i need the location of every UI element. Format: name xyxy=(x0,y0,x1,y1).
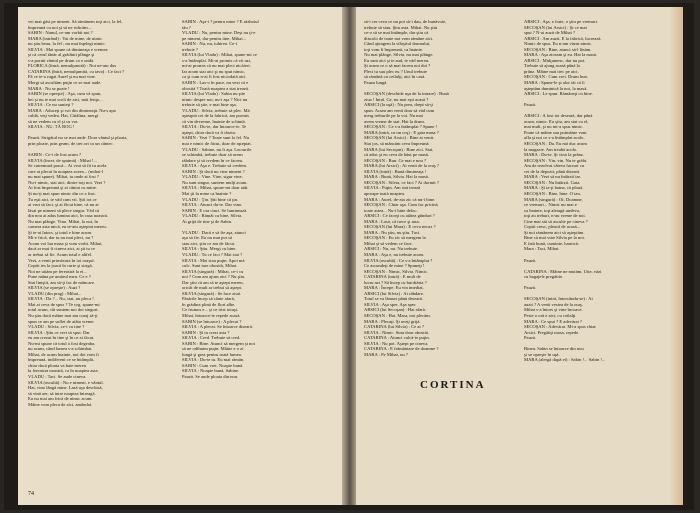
text-line: SILVIA (singură) : Se face ziuă. xyxy=(182,290,242,296)
text-line: SECOŞAN : Vin, vin. Nu te grăbi. xyxy=(524,157,588,163)
text-line: stau aici, ştiu ce am de făcut. xyxy=(182,240,236,246)
text-line: răbdare şi să credem în ce facem. xyxy=(182,157,244,163)
text-line: Pauză. Se aude ploaia din nou. xyxy=(182,374,239,379)
text-line: să-i cer ceva ce nu pot să-i dau, de bunăvoie, xyxy=(364,19,447,24)
text-line: Noi ne uităm pe fereastră la ei... xyxy=(28,268,87,274)
text-line: Copiii cresc, pleacă de acasă... xyxy=(524,224,581,230)
text-line: aşteaptă cei de la fabrică, am promis xyxy=(182,113,249,119)
text-line: ARSICI : Mulţumesc, dar nu pot. xyxy=(524,57,586,63)
text-line: SECOŞAN (deschide uşa de la intrare) : Bună xyxy=(364,91,449,97)
text-line: VLADU : Vine. Vine, sigur vine. xyxy=(182,174,243,180)
text-line: din nou ai adus lumina aici, în casa noastră. xyxy=(28,213,109,219)
text-line: Şi nu-ţi mai spun nimic din ce a fost. xyxy=(28,190,96,196)
text-line: SILVIA : Da ?... Nu, stai, nu pleca ! xyxy=(28,296,94,302)
text-line: prin ploaie, prin geam, de trei ori ca un cântec. xyxy=(28,141,114,147)
text-line: VLADU : Rămâi cu bine, Silvia. xyxy=(182,213,243,219)
text-line: nu mai spune). Mihai, tu unde ai fost ? xyxy=(28,174,99,180)
text-line: VLADU : Dacă e să fie aşa, atunci xyxy=(182,229,246,235)
text-line: SILVIA : Aşa e. Trebuie să credem. xyxy=(182,163,248,169)
text-line: trebuie să stau. Ştiu asta. Mihai. Nu ştiu xyxy=(364,24,438,30)
text-line: Pauză. xyxy=(524,285,537,291)
text-line: Stai liniştit, am să-ţi fac de mâncare. xyxy=(28,279,96,285)
text-line: care ai plecat în noaptea aceea... (mihai-l xyxy=(28,168,104,174)
text-line: aşa să fie. Eu nu mai pot să xyxy=(182,235,233,241)
text-line: ARSICI : Nu, nu. Nu trebuie. xyxy=(364,246,419,252)
text-line: cei de la depozit, până diseară. xyxy=(524,168,581,174)
text-line: SECOŞAN : Bun. Ce mai e nou ? xyxy=(364,157,427,163)
text-line: Mihai, întoarce-te repede acasă. xyxy=(182,312,241,318)
text-line: Nu ştiu dacă mâine mai am curaj să-ţi xyxy=(28,312,98,318)
text-line: MARA (intră, cu un coş) : E gata masa ? xyxy=(364,129,439,135)
text-line: Eu sunt aici şi te aud, te văd mereu. xyxy=(364,57,430,63)
text-line: ce-o să se mai întâmple, dar ştiu că xyxy=(364,30,429,36)
text-line: chiar dacă ploaia va bate mereu xyxy=(28,362,87,368)
text-line: Copiii ies la joacă în curte şi strigă. xyxy=(28,263,93,269)
text-line: SECOŞAN : Nu întârzii. Gata. xyxy=(524,179,581,185)
text-line: SABIN (se opreşte) : Aşa, cum vă spun, xyxy=(28,91,102,97)
text-line: dincolo de toate noi vom rămâne aici. xyxy=(364,35,434,41)
text-line: SILVIA : Ştiu. Mergi cu bine. xyxy=(182,246,237,252)
text-line: Nu mai plânge. Vino. Mihai, la noi, în xyxy=(28,218,98,224)
text-line: MARA : Şi ia-ţi haina, că plouă. xyxy=(524,185,584,191)
text-line: să rămână cu ceilalţi, aici în casă. xyxy=(364,74,426,80)
text-line: noi ? Cum am ajuns aici ? Nu ştiu. xyxy=(182,274,246,280)
text-line: VLADU (din prag) : Mihai... xyxy=(28,290,82,296)
text-line: SABIN : Ce-i de fost acum ? xyxy=(28,152,82,158)
text-line: cu bagajele pregătite. xyxy=(524,274,564,280)
text-line: ARSICI : Ce faceţi cu atâtea gânduri ? xyxy=(364,213,435,219)
text-line: afla şi noi ce s-a întâmplat acolo. xyxy=(524,135,585,141)
right-column-2 xyxy=(524,19,672,363)
text-line: MARA : Plecaţi. Şi aveţi grijă. xyxy=(364,318,421,324)
text-line: SECOŞAN (lui Arsici) : Şi ce mai xyxy=(524,24,587,30)
text-line: Poate că mâine sau poimâine vom xyxy=(524,129,587,135)
text-line: SECOŞAN : Ce s-a întâmplat ? Spune ! xyxy=(364,124,438,130)
text-line: avem vreme de stat. Hai la drum. xyxy=(364,118,425,124)
text-line: CATARINA : E frământare de doamne ? xyxy=(364,346,439,352)
cortina-heading: CORTINA xyxy=(420,379,486,391)
text-line: ce vremuri... Nimic nu mai e xyxy=(524,202,577,208)
text-line: Cine mai stă să asculte pe cineva ? xyxy=(524,218,588,224)
text-line: ARSICI : A fost tot deseară, dar până xyxy=(524,113,593,119)
text-line: Am de rezolvat câteva lucruri cu xyxy=(524,163,585,169)
page-edge-stain xyxy=(669,7,683,505)
text-line: SILVIA : Cred. Trebuie să cred. xyxy=(182,335,241,341)
text-line: Când ajungem la sfârşitul drumului, xyxy=(364,41,431,47)
text-line: SILVIA : Atunci du-te. Dar vino. xyxy=(182,202,243,208)
text-line: Pauză. xyxy=(524,335,537,341)
text-line: Eu nu mai am frică de nimic acum. xyxy=(28,396,93,402)
text-line: MARA : Vezi să nu întârzii iar. xyxy=(524,174,581,180)
text-line: SECOŞAN : Eu zic să mergem la xyxy=(364,235,426,241)
text-line: MARA (lui Arsici) : Ai venit de la oraş ? xyxy=(364,163,439,169)
text-line: Trebuie să ajung acasă până la xyxy=(524,63,580,69)
text-line: să ne vedem cu el şi cu voi. xyxy=(28,118,79,124)
text-line: VLADU : Silvia, trebuie să plec. Mă xyxy=(182,107,250,113)
text-line: aşteptăm duminică la noi, la masă. xyxy=(524,85,588,91)
text-line: împreună cu noi şi să ne ridicăm... xyxy=(28,24,92,30)
text-line: ziua ! Intră. Ce, nu mai eşti acasă ? xyxy=(364,96,429,102)
text-line: E fată bună, cuminte, harnică. xyxy=(524,240,579,246)
text-line: VLADU : Sabine, nu fi aşa. Lucrurile xyxy=(182,146,252,152)
text-line: Păsările încep să cânte afară, xyxy=(182,296,235,302)
text-line: toate astea... Nu-i bine deloc. xyxy=(364,207,418,213)
text-line: SILVIA (intră) : Bună dimineaţa ! xyxy=(364,168,427,174)
text-line: lucru azi ? Să încep cu bucătăria ? xyxy=(364,279,427,285)
text-line: Iar acum stai aici şi nu spui nimic, xyxy=(182,68,246,74)
text-line: eu am crezut în tine şi în ce ai făcut. xyxy=(28,335,95,341)
text-line: Pune mâna pe umărul meu. Ce e ? xyxy=(28,274,91,280)
text-line: SABIN : Nu, nu, iubirea. Ce-i xyxy=(182,41,238,47)
text-line: SECOŞAN : Silvia, ce faci ? Ai dormit ? xyxy=(364,179,439,185)
text-line: SILVIA : Ştiu ce vrei să spui. Dar xyxy=(28,329,90,335)
text-line: Tu eşti aici, te văd cum vii. Ştii tot ce xyxy=(28,196,97,202)
text-line: Bine că mai vine Silvia pe la noi. xyxy=(524,235,585,241)
text-line: SECOŞAN (lui Mara) : E ceva necaz ? xyxy=(364,224,436,230)
text-line: nimic despre noi, nu-i aşa ? Nici nu xyxy=(182,96,248,102)
text-line: ARSICI (lui Secoşan) : Hai afară. xyxy=(364,307,426,313)
text-line: toţi au treburi, n-au vreme de noi. xyxy=(524,213,586,219)
text-line: SILVIA : Du-te, dar întoarce-te. Te xyxy=(182,124,247,130)
text-line: dacă ar mai fi cineva aici, ai şti tu ce xyxy=(28,246,96,252)
text-line: SILVIA (lui Vladu) : Sabin nu ştie xyxy=(182,91,246,97)
text-line: Arsici. Pregătiţi masa, repede. xyxy=(524,329,580,335)
text-line: şi că cerul tânăr al grădinii plânge şi xyxy=(28,52,95,58)
text-line: ARSICI : Aşa, e frate, o ştiu pe vremuri. xyxy=(524,19,599,24)
text-line: la fereastra noastră, ca în noaptea asta. xyxy=(28,368,99,374)
text-line: VLADU : Tu ce faci ? Mai stai ? xyxy=(182,251,243,257)
text-line: ARSICI (lui Silvia) : Ai răbdare. xyxy=(364,290,424,296)
text-line: SILVIA : Nimic. Sunt doar obosită. xyxy=(364,329,430,335)
text-line: în grădina plină de flori albe. xyxy=(182,301,236,307)
text-line: MARA (intrând) : Vai de mine, de nimic xyxy=(28,35,103,41)
text-line: SILVIA (ascultă) : Ce s-a întâmplat ? xyxy=(364,257,433,263)
text-line: auzit ? A venit vestea de la oraş. xyxy=(524,301,583,307)
text-line: şi se opreşte în uşă. xyxy=(524,351,560,357)
text-line: culc. Sunt tare obosită, Mihai. xyxy=(182,263,238,269)
text-line: ca şi cum n-ai fi fost niciodată aici. xyxy=(182,74,247,80)
text-line: MARA : Începe. Eu vin imediat. xyxy=(364,285,424,291)
text-line: că aduc şi eu ceva de băut pe masă. xyxy=(364,152,429,158)
text-line: MARA : Spune-le şi alor tăi că îi xyxy=(524,80,585,86)
text-line: Acum voi lua masa şi vom vorbi. Mihai, xyxy=(28,240,103,246)
text-line: MARA : Nu se poate ! xyxy=(28,85,70,91)
text-line: SILVIA : Mihai, spune-mi doar atât. xyxy=(182,185,249,191)
text-line: SILVIA : Du-te tu. Eu mai rămân. xyxy=(182,357,245,363)
text-line: SABIN : E ora cinci. Se luminează. xyxy=(182,207,248,213)
text-line: MARA : Lasă, că trece şi asta. xyxy=(364,218,420,224)
text-line: SECOŞAN (lui Arsici) : Bine ai venit. xyxy=(364,135,435,141)
text-line: SECOŞAN : Bine, atunci să-l lăsăm. xyxy=(524,46,592,52)
page-number: 74 xyxy=(28,491,34,497)
text-line: SILVIA : Mai stau puţin. Apoi mă xyxy=(182,257,245,263)
text-line: SILVIA (singură) : Mihai, ce-i cu xyxy=(182,268,244,274)
text-line: MARA : Aşa ziceam şi eu. Hai la masă. xyxy=(524,52,597,58)
text-line: Mai ţii la mine ca înainte ? xyxy=(182,190,232,196)
text-line: MARA (singură) : Of, Doamne, xyxy=(524,196,583,202)
text-line: Nu sunt singur, suntem mulţi acum. xyxy=(182,179,248,185)
text-line: Mihai s-a întors şi vine încoace. xyxy=(524,307,583,313)
text-line: CATARINA (lui Silvia) : Ce ai ? xyxy=(364,324,424,330)
text-line: Stai jos, să mâncăm ceva împreună. xyxy=(364,141,430,147)
text-line: merg treburile pe la voi. Nu mai xyxy=(364,113,423,119)
text-line: nu ştiu beau, la fel ; nu mai înţelegi nimic. xyxy=(28,41,106,47)
book-spread xyxy=(4,3,694,510)
text-line: Mihai, de acum înainte, noi doi vom fi xyxy=(28,351,99,357)
text-line: Hai, vino lângă mine. Lasă uşa deschisă, xyxy=(28,385,103,391)
text-line: SILVIA (se opreşte) : Auzi ? xyxy=(28,285,81,291)
text-line: că vin devreme, înainte de schimb. xyxy=(182,118,246,124)
text-line: Mi-e frică, dar tu nu mai pleci, nu ? xyxy=(28,235,94,241)
text-line: MARA : Du-te. Şi vino la prânz. xyxy=(524,152,584,158)
text-line: VLADU : Ţin. Ştii bine că ţin. xyxy=(182,196,239,202)
text-line: SILVIA : Puţin. Am stat trează xyxy=(364,185,421,191)
text-line: Fă ce te-a rugat Aurel şi nu mai vine. xyxy=(28,74,96,80)
text-line: SABIN : Cum vrei. Noapte bună. xyxy=(182,362,244,368)
text-line: SABIN : Las-o în pace, nu vezi că e xyxy=(182,80,249,86)
text-line: tău ? xyxy=(182,24,191,30)
text-line: ARSICI : Le spun. Rămâneţi cu bine. xyxy=(524,91,593,97)
text-line: Se cutremură parcă... Ai vrut să fii tu acela xyxy=(28,163,107,169)
text-line: prânz. Mâine mai trec pe aici. xyxy=(524,68,579,74)
text-line: MARA : Aşa e, nu trebuie acum. xyxy=(364,251,425,257)
text-line: SECOŞAN : Hai. Mara, noi plecăm. xyxy=(364,312,431,318)
text-line: Pauza lungă. xyxy=(364,80,388,86)
text-line: ARSICI : Am auzit. E la fabrică, lucrează. xyxy=(524,35,602,41)
text-line: vei mai găsi pe nimeni. Să rămânem toţi aici, la fel, xyxy=(28,19,123,24)
text-line: lăsat pe nimeni să plece singur. Văd că xyxy=(28,207,100,213)
text-line: Mâine vom pleca de aici, amândoi. xyxy=(28,401,93,407)
text-line: SABIN : Nunul, ce-am vorbit noi ? xyxy=(28,30,93,36)
text-line: ARSICI (la uşă) : Nu prea, drept să-ţi xyxy=(364,102,433,108)
text-line: MARA (lui Secoşan) : Bine zici. Stai, xyxy=(364,146,434,152)
text-line: să ne odihnim puţin. Mâine e o zi xyxy=(182,346,244,352)
text-line: Mergi să ascultăm puţin ce se mai aude. xyxy=(28,80,102,86)
text-line: Totul se va lămuri până deseară. xyxy=(364,296,424,302)
text-line: aştept, chiar dacă va fi târziu. xyxy=(182,129,236,135)
text-line: camera asta mică, eu te-am aşteptat mereu. xyxy=(28,224,107,230)
text-line: Mai ai ceva de spus ? Te rog, spune-mi xyxy=(28,301,100,307)
text-line: SILVIA : NU, TĂ ROG ! xyxy=(28,124,75,130)
text-line: oricât de mult ar trebui să aştept. xyxy=(182,285,243,291)
text-line: Mihai şi să vedem ce face. xyxy=(364,240,413,246)
text-line: CATARINA : Mâine ne mutăm. Uite, văzi xyxy=(524,268,602,274)
text-line: Bineu. Sabin se întoarce din nou xyxy=(524,346,584,352)
text-line: SILVIA (încet, de spaimă) : Mihai !... xyxy=(28,157,97,163)
text-line: Ai grijă de tine şi de Sabin. xyxy=(182,218,233,224)
text-line: Ai fost împreună şi ai cântat cu mine. xyxy=(28,185,97,191)
text-line: SECOŞAN : Nimic, Silvia. Nimic. xyxy=(364,268,428,274)
text-line: trebuie să ştie, e mai bine aşa. xyxy=(182,102,237,108)
text-line: obosită ? Toată noaptea a stat trează. xyxy=(182,85,250,91)
text-line: Nu mai plânge, Silvia, nu mai plânge. xyxy=(364,52,434,58)
text-line: s-a pornit vântul pe drum ca o undă. xyxy=(28,57,95,63)
text-line: SECOŞAN : Da. Eu mă duc acum xyxy=(524,141,587,147)
text-line: SABIN : Şi dacă nu vine nimeni ? xyxy=(182,168,245,174)
text-line: Dar ştiu că am să te aştept mereu, xyxy=(182,279,244,285)
text-line: Pauză. Strigătul nu se mai aude. Doar vântul şi ploaia, xyxy=(28,135,128,141)
text-line: SABIN : Bine. Atunci să mergem şi noi xyxy=(182,340,255,346)
text-line: caldă, veţi vedea. Hai, Cătălina, mergi xyxy=(28,113,99,119)
left-column-1 xyxy=(28,19,176,407)
text-line: Nimic de spus. Eu n-am văzut nimic. xyxy=(524,41,593,47)
text-line: SABIN : Aşa-i ? pentru mine ? E războiul xyxy=(182,19,259,24)
text-line: Nu-i nimic, stai aici, dintre toţi noi. Vezi ? xyxy=(28,179,106,185)
text-line: ai vrut să faci, şi ai făcut bine, că nu ai xyxy=(28,202,99,208)
text-line: SABIN (se întoarce) : A plecat ? xyxy=(182,318,242,324)
right-page xyxy=(356,7,683,505)
text-line: MARA : Pe Mihai, nu ? xyxy=(364,351,408,357)
text-line: toţi vom fi împreună, ca înainte. xyxy=(364,46,424,52)
text-line: SECOŞAN : Adevărat. Mi-a spus chiar xyxy=(524,324,596,330)
text-line: spun. Acum am venit doar să văd cum xyxy=(364,107,435,113)
text-line: lungă şi grea pentru toată lumea. xyxy=(182,351,242,357)
text-line: pe nimeni, dar pentru tine, Mihai... xyxy=(182,35,247,41)
text-line: Pauză. xyxy=(524,257,537,263)
text-line: CATARINA (întră, nemulţumită, cu tava) : Ce faci ? xyxy=(28,68,125,74)
text-line: aproape toată noaptea. xyxy=(364,190,406,196)
text-line: SILVIA (ascultă) : Nu e nimeni, e vântul. xyxy=(28,379,104,385)
text-line: Pleci tu sau plec eu ? Unul trebuie xyxy=(364,68,427,74)
text-line: Nu-mi spune că totul a fost degeaba, xyxy=(28,340,96,346)
book-gutter xyxy=(342,7,356,505)
text-line: SABIN : Şi tu crezi asta ? xyxy=(182,329,230,335)
text-line: SILVIA : Aşa sper. Aşa sper. xyxy=(364,301,417,307)
text-line: CATARINA (intră) : E mult de xyxy=(364,274,421,280)
text-line: MARA : Nu ştiu, nu ştiu. Taci. xyxy=(364,229,421,235)
text-line: nu acum, când lumea s-a schimbat. xyxy=(28,346,93,352)
text-line: spun ce am pe suflet de atâta vreme. xyxy=(28,318,95,324)
text-line: ar trebui să fie. Acum totul e altfel. xyxy=(28,251,93,257)
text-line: trebuie ? xyxy=(182,46,198,52)
text-line: Mara : Taci, Mihai. xyxy=(524,246,560,252)
text-line: SECOŞAN : Cum vrei. Drum bun. xyxy=(524,74,588,80)
text-line: MARA (alergă după ei) : Sabin !... Sabin !... xyxy=(524,357,606,363)
text-line: la magazie. Am treabă acolo. xyxy=(524,146,578,152)
text-line: VLADU : Silvia, ce-i cu tine ? xyxy=(28,324,85,330)
text-line: să vină aer, să intre noaptea întreagă. xyxy=(28,390,96,396)
text-line: SECOŞAN : Chiar aşa. Cum fac pricină xyxy=(364,202,438,208)
text-line: Ce frumos e... şi ce trist totuşi. xyxy=(182,307,239,313)
text-line: SILVIA (lui Vladu) : Mihai, spune-mi ce xyxy=(182,52,257,58)
text-line: SILVIA : Mai spune că dimineaţa e vremea xyxy=(28,46,108,52)
text-line: mi-ai promis că nu mai pleci nicăieri. xyxy=(182,63,251,69)
text-line: VLADU : Nu, pentru mine. Deşi nu ţi-e xyxy=(182,30,256,36)
text-line: VLADU : Taci. Se aude cineva. xyxy=(28,374,87,379)
text-line: spui ? N-ai auzit de Mihai ? xyxy=(524,30,576,36)
right-column-1 xyxy=(364,19,512,357)
text-line: CATARINA : Atunci culcă-te puţin. xyxy=(364,335,430,341)
text-line: mai mult, şi nu mi-a spus nimic. xyxy=(524,124,584,130)
text-line: se schimbă, trebuie doar să avem xyxy=(182,152,243,158)
text-line: mai e nimic de făcut, doar de aşteptat. xyxy=(182,141,252,147)
text-line: FLORICA (întră, nemulţumită) : Noi ne-am dus xyxy=(28,63,117,69)
text-line: ca înainte, toţi aleargă undeva, xyxy=(524,207,581,213)
text-line: s-a întâmplat. Mi-ai promis că vii azi, xyxy=(182,57,252,63)
text-line: bei şi nu te mai scoli de aici, măi fetiţo... xyxy=(28,96,103,102)
text-line: Şi acum ce o să mai facem noi doi ? xyxy=(364,63,431,69)
text-line: Peste o oră e aici, cu ceilalţi. xyxy=(524,312,577,318)
text-line: SECOŞAN : Bine, bine. O iau. xyxy=(524,190,581,196)
text-line: totul acum, cât suntem noi doi singuri. xyxy=(28,307,99,313)
text-line: SILVIA : A plecat. Se întoarce diseară. xyxy=(182,324,254,330)
text-line: MARA : Bună, Silvia. Hai la masă. xyxy=(364,174,429,180)
text-line: Şi noi rămânem aici să aşteptăm. xyxy=(524,229,585,235)
text-line: acum, nimic. Eu ştiu, am stat cu el, xyxy=(524,118,589,124)
text-line: împreună, indiferent ce se întâmplă, xyxy=(28,357,95,363)
text-line: SILVIA : Nu pot. Aştept pe cineva. xyxy=(364,340,429,346)
text-line: MARA : Aurel, de-aia zic că nu-i bine. xyxy=(364,196,436,202)
text-line: SILVIA : Ce nu sunteţi ? xyxy=(28,102,74,108)
text-line: MARA : Ce spui ? E adevărat ? xyxy=(524,318,583,324)
text-line: MARA : Aduceţi şi voi din dimineaţă. Nu-s apa xyxy=(28,107,116,113)
text-line: Pauză. xyxy=(524,102,537,108)
left-page xyxy=(18,7,342,505)
text-line: Vezi, a venit primăvara în tot oraşul. xyxy=(28,257,95,263)
text-line: SILVIA : Noapte bună, Sabine. xyxy=(182,368,240,374)
text-line: Ce ascundeţi de mine ? Spuneţi ! xyxy=(364,263,425,269)
left-column-2 xyxy=(182,19,330,380)
text-line: SECOŞAN (intră, întorcându-se) : Ai xyxy=(524,296,593,302)
text-line: Şi te-ai întors, şi totul e bine acum. xyxy=(28,229,93,235)
text-line: SABIN : Vezi ? Toate sunt la fel. Nu xyxy=(182,135,249,141)
